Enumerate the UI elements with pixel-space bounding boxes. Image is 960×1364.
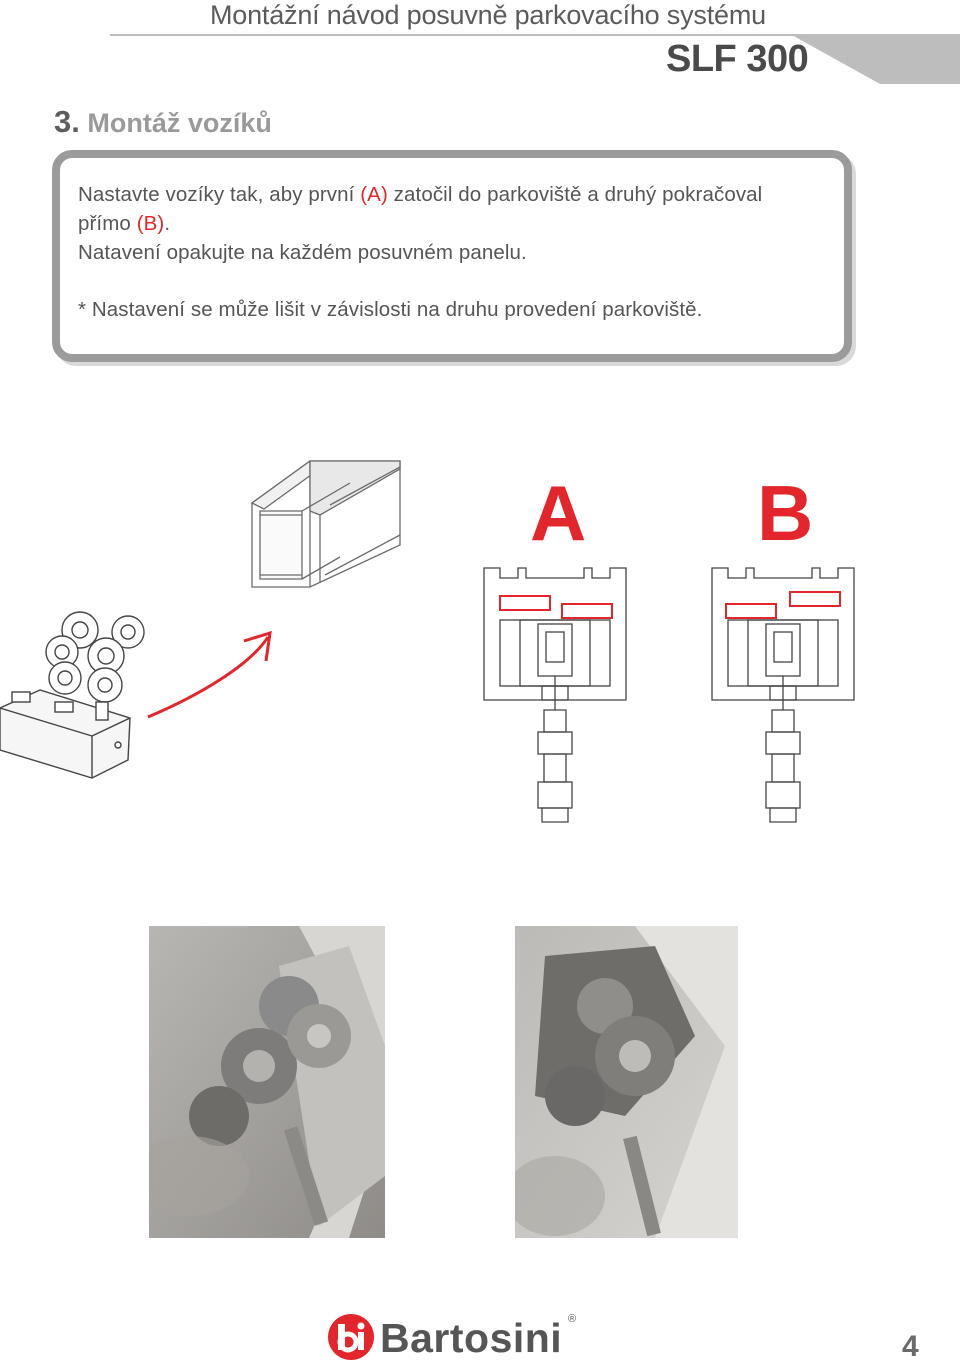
instruction-note: * Nastavení se může lišit v závislosti na druhu provedení parkoviště. (78, 298, 703, 321)
cross-section-a (480, 560, 630, 825)
label-b: B (757, 469, 814, 557)
label-a: A (530, 469, 587, 557)
marker-a-ref: (A) (360, 183, 388, 206)
section-heading (54, 104, 272, 140)
instruction-line-3: Natavení opakujte na každém posuvném panelu. (78, 241, 527, 264)
header-wedge-shape (790, 34, 960, 84)
section-title: Montáž vozíků (87, 108, 272, 138)
instruction-line-1 (78, 183, 762, 207)
instruction-text: zatočil do parkoviště a druhý pokračoval (387, 183, 763, 206)
cross-section-b (708, 560, 858, 825)
header-divider (110, 34, 840, 36)
marker-b-ref: (B) (136, 212, 165, 235)
document-title: Montážní návod posuvně parkovacího systému (210, 0, 766, 30)
model-name: SLF 300 (666, 38, 809, 80)
photo-carriage-b (515, 926, 738, 1238)
instruction-line-2 (78, 212, 170, 236)
section-number: 3. (54, 104, 80, 139)
carriage-illustration (0, 600, 160, 780)
registered-mark: ® (568, 1313, 577, 1325)
instruction-text: Nastavte vozíky tak, aby první (78, 183, 361, 206)
bartosini-logo-icon (326, 1312, 376, 1362)
photo-carriage-a (149, 926, 385, 1238)
instruction-text: . (164, 212, 171, 235)
instruction-text: přímo (78, 212, 137, 235)
rail-profile-illustration (240, 455, 410, 605)
arrow-icon (140, 625, 280, 725)
brand-name: Bartosini (380, 1315, 563, 1361)
page-number: 4 (902, 1330, 919, 1363)
